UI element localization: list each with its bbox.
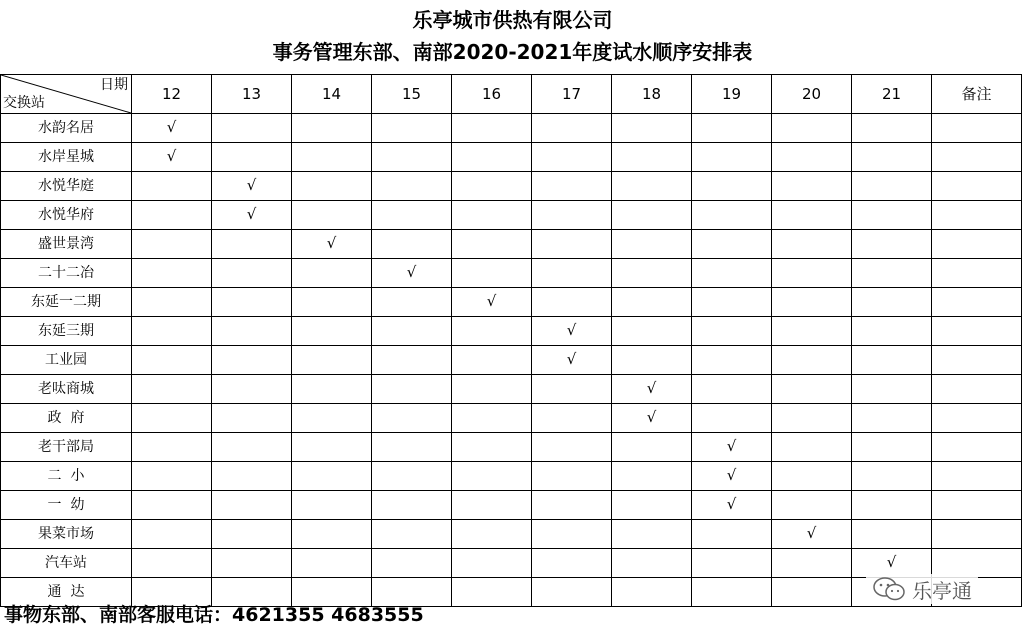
empty-cell [452, 549, 532, 578]
empty-cell [932, 114, 1022, 143]
station-name: 盛世景湾 [1, 230, 132, 259]
empty-cell [372, 462, 452, 491]
empty-cell [292, 259, 372, 288]
empty-cell [532, 462, 612, 491]
empty-cell [932, 520, 1022, 549]
empty-cell [452, 259, 532, 288]
empty-cell [692, 404, 772, 433]
check-cell [532, 317, 612, 346]
schedule-title: 事务管理东部、南部2020-2021年度试水顺序安排表 [272, 40, 753, 64]
empty-cell [932, 143, 1022, 172]
station-name: 通 达 [1, 578, 132, 607]
station-name: 东延三期 [1, 317, 132, 346]
column-header: 备注 [932, 75, 1022, 114]
empty-cell [212, 114, 292, 143]
empty-cell [852, 114, 932, 143]
empty-cell [852, 230, 932, 259]
date-header-label: 日期 [100, 77, 128, 93]
empty-cell [612, 288, 692, 317]
empty-cell [532, 549, 612, 578]
empty-cell [292, 201, 372, 230]
check-mark: √ [486, 292, 497, 310]
station-name: 水岸星城 [1, 143, 132, 172]
table-row [1, 259, 1022, 288]
empty-cell [532, 491, 612, 520]
column-header: 13 [212, 75, 292, 114]
empty-cell [852, 346, 932, 375]
check-mark: √ [246, 176, 257, 194]
empty-cell [772, 143, 852, 172]
empty-cell [772, 578, 852, 607]
empty-cell [612, 433, 692, 462]
empty-cell [212, 259, 292, 288]
empty-cell [292, 404, 372, 433]
empty-cell [212, 433, 292, 462]
empty-cell [692, 230, 772, 259]
empty-cell [292, 172, 372, 201]
check-cell [692, 462, 772, 491]
table-row [1, 288, 1022, 317]
empty-cell [692, 375, 772, 404]
empty-cell [852, 317, 932, 346]
table-row [1, 172, 1022, 201]
empty-cell [292, 375, 372, 404]
empty-cell [692, 114, 772, 143]
empty-cell [772, 172, 852, 201]
table-row [1, 520, 1022, 549]
empty-cell [212, 549, 292, 578]
empty-cell [772, 259, 852, 288]
empty-cell [692, 578, 772, 607]
schedule-table [0, 74, 1022, 607]
check-cell [132, 143, 212, 172]
empty-cell [452, 114, 532, 143]
empty-cell [932, 491, 1022, 520]
table-row [1, 375, 1022, 404]
station-header-label: 交换站 [3, 95, 45, 111]
check-cell [772, 520, 852, 549]
check-mark: √ [646, 408, 657, 426]
empty-cell [132, 230, 212, 259]
empty-cell [132, 520, 212, 549]
empty-cell [932, 346, 1022, 375]
station-name: 水悦华庭 [1, 172, 132, 201]
empty-cell [132, 317, 212, 346]
empty-cell [612, 317, 692, 346]
check-mark: √ [166, 118, 177, 136]
empty-cell [292, 317, 372, 346]
station-name: 二 小 [1, 462, 132, 491]
station-name: 果菜市场 [1, 520, 132, 549]
check-mark: √ [726, 437, 737, 455]
check-cell [532, 346, 612, 375]
empty-cell [772, 114, 852, 143]
empty-cell [132, 201, 212, 230]
empty-cell [372, 346, 452, 375]
check-cell [452, 288, 532, 317]
check-mark: √ [406, 263, 417, 281]
empty-cell [212, 520, 292, 549]
empty-cell [692, 143, 772, 172]
station-name: 水韵名居 [1, 114, 132, 143]
empty-cell [132, 375, 212, 404]
empty-cell [772, 201, 852, 230]
empty-cell [372, 375, 452, 404]
empty-cell [612, 549, 692, 578]
check-mark: √ [806, 524, 817, 542]
empty-cell [772, 404, 852, 433]
empty-cell [932, 404, 1022, 433]
empty-cell [612, 578, 692, 607]
column-header: 15 [372, 75, 452, 114]
table-row [1, 462, 1022, 491]
empty-cell [452, 375, 532, 404]
check-mark: √ [646, 379, 657, 397]
empty-cell [932, 201, 1022, 230]
empty-cell [932, 259, 1022, 288]
station-name: 汽车站 [1, 549, 132, 578]
check-mark: √ [166, 147, 177, 165]
table-row [1, 143, 1022, 172]
empty-cell [852, 375, 932, 404]
check-cell [692, 433, 772, 462]
empty-cell [852, 491, 932, 520]
table-row [1, 114, 1022, 143]
empty-cell [132, 172, 212, 201]
empty-cell [932, 288, 1022, 317]
empty-cell [132, 259, 212, 288]
empty-cell [212, 346, 292, 375]
check-mark: √ [326, 234, 337, 252]
table-row [1, 346, 1022, 375]
station-name: 二十二冶 [1, 259, 132, 288]
empty-cell [772, 317, 852, 346]
empty-cell [692, 172, 772, 201]
column-header: 12 [132, 75, 212, 114]
empty-cell [692, 288, 772, 317]
check-mark: √ [566, 321, 577, 339]
empty-cell [532, 375, 612, 404]
empty-cell [372, 114, 452, 143]
station-name: 工业园 [1, 346, 132, 375]
column-header: 18 [612, 75, 692, 114]
wechat-icon [872, 576, 906, 602]
empty-cell [612, 462, 692, 491]
empty-cell [532, 520, 612, 549]
empty-cell [452, 462, 532, 491]
check-cell [132, 114, 212, 143]
empty-cell [452, 578, 532, 607]
check-cell [612, 404, 692, 433]
table-row [1, 433, 1022, 462]
empty-cell [612, 201, 692, 230]
empty-cell [292, 433, 372, 462]
empty-cell [452, 520, 532, 549]
station-name: 东延一二期 [1, 288, 132, 317]
empty-cell [372, 230, 452, 259]
check-mark: √ [726, 466, 737, 484]
station-name: 老干部局 [1, 433, 132, 462]
empty-cell [452, 404, 532, 433]
empty-cell [532, 404, 612, 433]
column-header: 20 [772, 75, 852, 114]
empty-cell [452, 317, 532, 346]
empty-cell [212, 317, 292, 346]
empty-cell [692, 549, 772, 578]
empty-cell [532, 259, 612, 288]
empty-cell [452, 230, 532, 259]
empty-cell [772, 288, 852, 317]
empty-cell [212, 230, 292, 259]
empty-cell [612, 230, 692, 259]
table-row [1, 404, 1022, 433]
empty-cell [292, 288, 372, 317]
column-header: 14 [292, 75, 372, 114]
station-name: 水悦华府 [1, 201, 132, 230]
watermark [866, 574, 978, 604]
empty-cell [932, 317, 1022, 346]
empty-cell [212, 288, 292, 317]
empty-cell [292, 114, 372, 143]
company-title: 乐亭城市供热有限公司 [412, 8, 613, 32]
empty-cell [852, 143, 932, 172]
empty-cell [612, 346, 692, 375]
empty-cell [132, 491, 212, 520]
empty-cell [692, 520, 772, 549]
check-mark: √ [566, 350, 577, 368]
empty-cell [932, 375, 1022, 404]
empty-cell [372, 404, 452, 433]
corner-cell [1, 75, 132, 114]
station-name: 一 幼 [1, 491, 132, 520]
empty-cell [372, 317, 452, 346]
empty-cell [372, 433, 452, 462]
table-row [1, 491, 1022, 520]
empty-cell [852, 288, 932, 317]
empty-cell [772, 375, 852, 404]
check-cell [292, 230, 372, 259]
empty-cell [212, 404, 292, 433]
empty-cell [132, 288, 212, 317]
empty-cell [932, 230, 1022, 259]
empty-cell [932, 433, 1022, 462]
watermark-text: 乐亭通 [912, 578, 972, 603]
empty-cell [452, 143, 532, 172]
empty-cell [532, 143, 612, 172]
empty-cell [132, 462, 212, 491]
empty-cell [132, 549, 212, 578]
empty-cell [852, 172, 932, 201]
empty-cell [532, 201, 612, 230]
empty-cell [372, 288, 452, 317]
empty-cell [772, 346, 852, 375]
empty-cell [372, 491, 452, 520]
empty-cell [772, 549, 852, 578]
empty-cell [612, 172, 692, 201]
empty-cell [452, 491, 532, 520]
empty-cell [852, 259, 932, 288]
empty-cell [692, 317, 772, 346]
table-row [1, 317, 1022, 346]
empty-cell [452, 433, 532, 462]
empty-cell [852, 404, 932, 433]
empty-cell [452, 172, 532, 201]
empty-cell [532, 578, 612, 607]
table-row [1, 201, 1022, 230]
empty-cell [212, 375, 292, 404]
empty-cell [612, 143, 692, 172]
table-row [1, 230, 1022, 259]
empty-cell [212, 462, 292, 491]
empty-cell [692, 259, 772, 288]
empty-cell [372, 549, 452, 578]
check-cell [212, 201, 292, 230]
empty-cell [212, 491, 292, 520]
empty-cell [692, 201, 772, 230]
empty-cell [852, 433, 932, 462]
empty-cell [532, 172, 612, 201]
column-header: 17 [532, 75, 612, 114]
column-header: 16 [452, 75, 532, 114]
empty-cell [772, 462, 852, 491]
empty-cell [772, 230, 852, 259]
empty-cell [692, 346, 772, 375]
empty-cell [452, 201, 532, 230]
empty-cell [372, 143, 452, 172]
empty-cell [292, 520, 372, 549]
check-cell [612, 375, 692, 404]
empty-cell [612, 259, 692, 288]
empty-cell [612, 114, 692, 143]
empty-cell [532, 114, 612, 143]
check-cell [692, 491, 772, 520]
check-mark: √ [886, 553, 897, 571]
column-header: 19 [692, 75, 772, 114]
check-mark: √ [246, 205, 257, 223]
empty-cell [452, 346, 532, 375]
empty-cell [852, 201, 932, 230]
empty-cell [852, 520, 932, 549]
check-cell [212, 172, 292, 201]
empty-cell [292, 549, 372, 578]
empty-cell [532, 433, 612, 462]
station-name: 老呔商城 [1, 375, 132, 404]
empty-cell [132, 346, 212, 375]
empty-cell [292, 346, 372, 375]
empty-cell [612, 520, 692, 549]
column-header: 21 [852, 75, 932, 114]
empty-cell [932, 462, 1022, 491]
empty-cell [292, 143, 372, 172]
station-name: 政 府 [1, 404, 132, 433]
empty-cell [612, 491, 692, 520]
empty-cell [532, 230, 612, 259]
empty-cell [132, 433, 212, 462]
empty-cell [372, 520, 452, 549]
customer-service-phone: 事物东部、南部客服电话：4621355 4683555 [4, 604, 424, 626]
empty-cell [532, 288, 612, 317]
empty-cell [772, 491, 852, 520]
empty-cell [372, 201, 452, 230]
check-mark: √ [726, 495, 737, 513]
empty-cell [132, 404, 212, 433]
check-cell [372, 259, 452, 288]
empty-cell [372, 172, 452, 201]
empty-cell [932, 172, 1022, 201]
empty-cell [852, 462, 932, 491]
empty-cell [292, 491, 372, 520]
empty-cell [212, 143, 292, 172]
empty-cell [772, 433, 852, 462]
header-row [1, 75, 1022, 114]
empty-cell [292, 462, 372, 491]
